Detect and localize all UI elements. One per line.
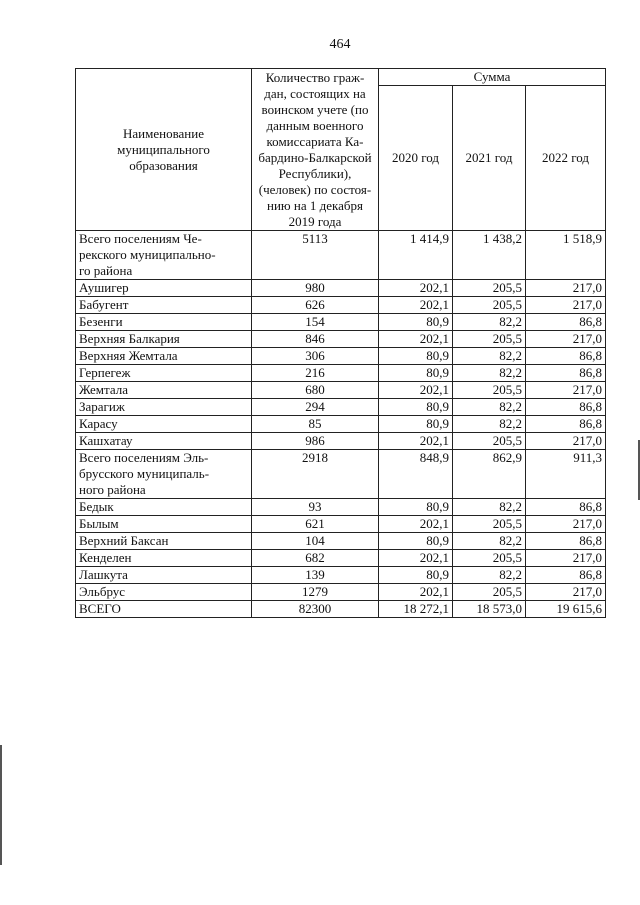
cell-2021: 82,2	[453, 399, 526, 416]
cell-2021: 205,5	[453, 550, 526, 567]
cell-count: 306	[252, 348, 379, 365]
cell-2020: 202,1	[379, 550, 453, 567]
table-row	[76, 499, 606, 516]
table-row	[76, 550, 606, 567]
cell-count: 82300	[252, 601, 379, 618]
cell-2021: 205,5	[453, 382, 526, 399]
cell-2021: 205,5	[453, 297, 526, 314]
cell-2022: 86,8	[526, 567, 606, 584]
header-sum: Сумма	[379, 69, 606, 86]
header-year-2020: 2020 год	[379, 86, 453, 231]
cell-count: 139	[252, 567, 379, 584]
cell-name: Лашкута	[76, 567, 252, 584]
page-number: 464	[329, 37, 351, 52]
cell-2022: 911,3	[526, 450, 606, 499]
cell-name: Герпегеж	[76, 365, 252, 382]
header-row-1	[76, 69, 606, 86]
table-row	[76, 584, 606, 601]
cell-name: Эльбрус	[76, 584, 252, 601]
cell-2022: 217,0	[526, 331, 606, 348]
cell-2020: 80,9	[379, 416, 453, 433]
cell-2022: 1 518,9	[526, 231, 606, 280]
cell-2022: 217,0	[526, 297, 606, 314]
cell-count: 5113	[252, 231, 379, 280]
cell-2020: 80,9	[379, 399, 453, 416]
cell-2020: 202,1	[379, 584, 453, 601]
cell-name: Верхняя Жемтала	[76, 348, 252, 365]
table-row	[76, 450, 606, 499]
cell-2022: 86,8	[526, 533, 606, 550]
cell-2022: 86,8	[526, 348, 606, 365]
cell-2020: 80,9	[379, 499, 453, 516]
cell-name: Карасу	[76, 416, 252, 433]
table-row	[76, 331, 606, 348]
cell-count: 2918	[252, 450, 379, 499]
cell-2021: 205,5	[453, 516, 526, 533]
cell-2020: 80,9	[379, 533, 453, 550]
cell-2020: 80,9	[379, 365, 453, 382]
table-row	[76, 231, 606, 280]
cell-count: 154	[252, 314, 379, 331]
header-year-2021: 2021 год	[453, 86, 526, 231]
cell-2020: 1 414,9	[379, 231, 453, 280]
cell-count: 986	[252, 433, 379, 450]
budget-table	[75, 68, 606, 618]
cell-2022: 217,0	[526, 516, 606, 533]
cell-name: Аушигер	[76, 280, 252, 297]
cell-name: Былым	[76, 516, 252, 533]
table-row	[76, 433, 606, 450]
table-row	[76, 416, 606, 433]
cell-count: 626	[252, 297, 379, 314]
cell-2022: 86,8	[526, 365, 606, 382]
cell-name: Безенги	[76, 314, 252, 331]
cell-2022: 217,0	[526, 550, 606, 567]
table-row	[76, 382, 606, 399]
cell-2021: 82,2	[453, 533, 526, 550]
cell-2020: 848,9	[379, 450, 453, 499]
cell-2022: 19 615,6	[526, 601, 606, 618]
cell-2021: 82,2	[453, 348, 526, 365]
cell-count: 294	[252, 399, 379, 416]
cell-name: Верхняя Балкария	[76, 331, 252, 348]
cell-2021: 205,5	[453, 331, 526, 348]
cell-2022: 217,0	[526, 584, 606, 601]
table-row	[76, 399, 606, 416]
cell-2021: 82,2	[453, 567, 526, 584]
cell-name: Всего поселениям Че- рекского муниципально- го района	[76, 231, 252, 280]
table-row	[76, 533, 606, 550]
table-row	[76, 516, 606, 533]
table-row	[76, 348, 606, 365]
cell-2022: 86,8	[526, 499, 606, 516]
cell-2020: 202,1	[379, 433, 453, 450]
cell-2020: 202,1	[379, 516, 453, 533]
cell-count: 1279	[252, 584, 379, 601]
cell-2021: 205,5	[453, 584, 526, 601]
cell-2021: 205,5	[453, 280, 526, 297]
cell-2021: 82,2	[453, 314, 526, 331]
cell-name: Кенделен	[76, 550, 252, 567]
cell-2020: 202,1	[379, 331, 453, 348]
cell-count: 682	[252, 550, 379, 567]
cell-name: Верхний Баксан	[76, 533, 252, 550]
cell-2021: 82,2	[453, 365, 526, 382]
cell-2022: 86,8	[526, 399, 606, 416]
table-row	[76, 297, 606, 314]
table-row	[76, 314, 606, 331]
cell-2022: 217,0	[526, 382, 606, 399]
cell-2021: 82,2	[453, 499, 526, 516]
header-year-2022: 2022 год	[526, 86, 606, 231]
cell-name: Зарагиж	[76, 399, 252, 416]
cell-2020: 202,1	[379, 382, 453, 399]
table-row	[76, 280, 606, 297]
cell-count: 93	[252, 499, 379, 516]
cell-name: ВСЕГО	[76, 601, 252, 618]
cell-2022: 86,8	[526, 314, 606, 331]
cell-count: 980	[252, 280, 379, 297]
cell-2022: 217,0	[526, 433, 606, 450]
cell-count: 216	[252, 365, 379, 382]
cell-name: Бедык	[76, 499, 252, 516]
cell-2020: 80,9	[379, 567, 453, 584]
cell-name: Жемтала	[76, 382, 252, 399]
cell-name: Кашхатау	[76, 433, 252, 450]
table-row	[76, 567, 606, 584]
cell-2020: 80,9	[379, 314, 453, 331]
header-name: Наименование муниципального образования	[76, 69, 252, 231]
cell-2021: 205,5	[453, 433, 526, 450]
cell-count: 846	[252, 331, 379, 348]
cell-2020: 80,9	[379, 348, 453, 365]
cell-count: 680	[252, 382, 379, 399]
header-count: Количество граж- дан, состоящих на воинском учете (по данным военного комиссариата Ка- бардино-Балкарской Республики), (человек) по состоя- нию на 1 декабря 2019 года	[252, 69, 379, 231]
cell-2022: 86,8	[526, 416, 606, 433]
cell-name: Бабугент	[76, 297, 252, 314]
cell-2021: 862,9	[453, 450, 526, 499]
table-row	[76, 365, 606, 382]
table-row	[76, 601, 606, 618]
cell-count: 85	[252, 416, 379, 433]
cell-2022: 217,0	[526, 280, 606, 297]
cell-count: 621	[252, 516, 379, 533]
cell-2020: 202,1	[379, 280, 453, 297]
cell-2021: 1 438,2	[453, 231, 526, 280]
cell-2020: 18 272,1	[379, 601, 453, 618]
cell-name: Всего поселениям Эль- брусского муниципаль- ного района	[76, 450, 252, 499]
cell-2021: 18 573,0	[453, 601, 526, 618]
cell-2021: 82,2	[453, 416, 526, 433]
scan-edge-mark	[0, 745, 2, 865]
cell-2020: 202,1	[379, 297, 453, 314]
cell-count: 104	[252, 533, 379, 550]
